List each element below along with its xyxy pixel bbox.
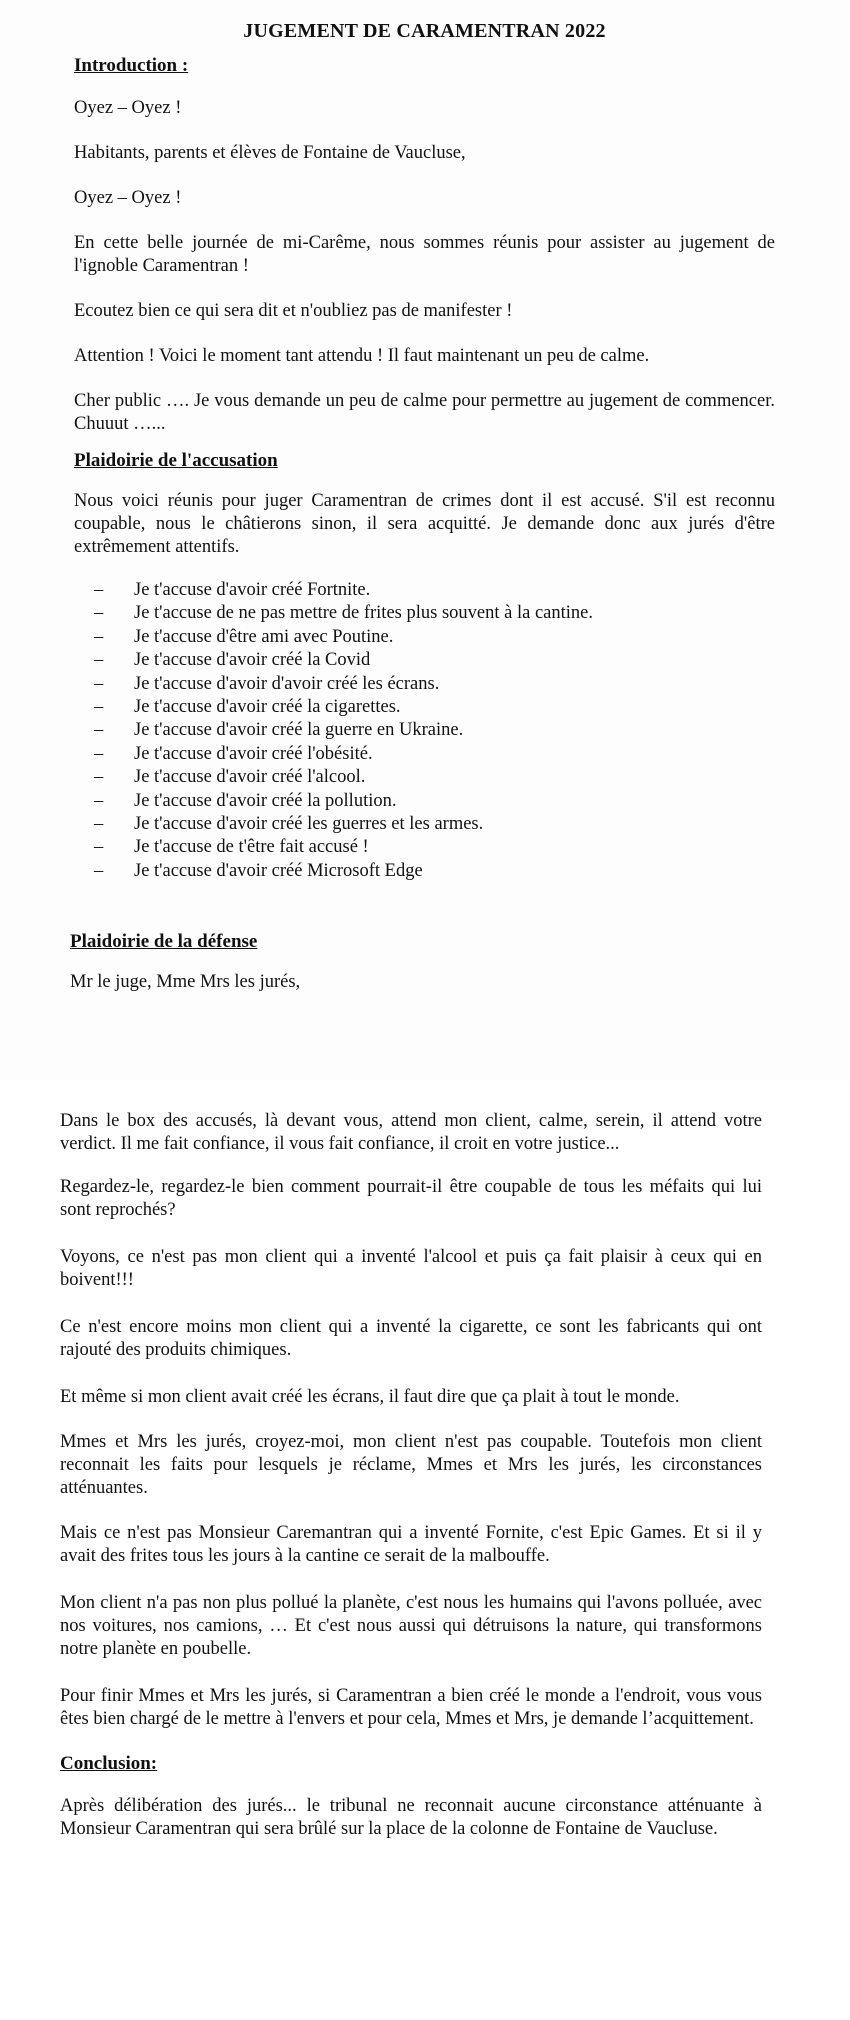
document-title: JUGEMENT DE CARAMENTRAN 2022	[243, 20, 606, 42]
dash-bullet: –	[94, 743, 104, 764]
intro-paragraph-3: Oyez – Oyez !	[74, 188, 182, 208]
list-item	[94, 790, 775, 813]
accusation-text: Je t'accuse d'avoir créé l'obésité.	[134, 743, 373, 764]
dash-bullet: –	[94, 603, 104, 624]
accusation-text: Je t'accuse d'avoir créé Microsoft Edge	[134, 860, 423, 881]
list-item	[94, 860, 775, 883]
dash-bullet: –	[94, 673, 104, 694]
conclusion-text: Après délibération des jurés... le tribunal ne reconnait aucune circonstance atténuante à Monsieur Caramentran qui sera brûlé sur la place de la colonne de Fontaine de Vaucluse.	[60, 1796, 762, 1839]
accusation-text: Je t'accuse d'avoir créé la cigarettes.	[134, 697, 401, 718]
defense-paragraph-4: Ce n'est encore moins mon client qui a inventé la cigarette, ce sont les fabricants qui ont rajouté des produits chimiques.	[60, 1317, 762, 1360]
document-page-2	[0, 1080, 850, 2020]
accusation-list	[74, 579, 775, 883]
dash-bullet: –	[94, 697, 104, 718]
intro-paragraph-2: Habitants, parents et élèves de Fontaine de Vaucluse,	[74, 143, 466, 163]
dash-bullet: –	[94, 580, 104, 600]
defense-paragraph-8: Mon client n'a pas non plus pollué la planète, c'est nous les humains qui l'avons polluée, avec nos voitures, nos camions, … Et c'est nous aussi qui détruisons la nature, qui transformons notre planète en poubelle.	[60, 1593, 762, 1659]
accusation-text: Je t'accuse de ne pas mettre de frites plus souvent à la cantine.	[134, 603, 593, 624]
accusation-text: Je t'accuse d'avoir créé Fortnite.	[134, 580, 371, 600]
defense-salutation: Mr le juge, Mme Mrs les jurés,	[70, 972, 301, 993]
list-item	[94, 743, 775, 766]
defense-paragraph-1: Dans le box des accusés, là devant vous, attend mon client, calme, serein, il attend votre verdict. Il me fait confiance, il vous fait confiance, il croit en votre justice...	[60, 1111, 762, 1154]
list-item	[94, 696, 775, 719]
dash-bullet: –	[94, 837, 104, 858]
list-item	[94, 719, 775, 742]
dash-bullet: –	[94, 790, 104, 811]
list-item	[94, 626, 775, 649]
dash-bullet: –	[94, 650, 104, 671]
defense-paragraph-7: Mais ce n'est pas Monsieur Caremantran qui a inventé Fornite, c'est Epic Games. Et si il y avait des frites tous les jours à la cantine ce serait de la malbouffe.	[60, 1523, 762, 1566]
dash-bullet: –	[94, 814, 104, 835]
list-item	[94, 649, 775, 672]
accusation-text: Je t'accuse d'avoir d'avoir créé les écrans.	[134, 673, 440, 694]
accusation-text: Je t'accuse d'avoir créé la pollution.	[134, 790, 397, 811]
dash-bullet: –	[94, 767, 104, 788]
list-item	[94, 579, 775, 602]
intro-paragraph-4: En cette belle journée de mi-Carême, nous sommes réunis pour assister au jugement de l'ignoble Caramentran !	[74, 233, 775, 276]
accusation-text: Je t'accuse d'avoir créé les guerres et les armes.	[134, 814, 484, 835]
intro-paragraph-7: Cher public …. Je vous demande un peu de calme pour permettre au jugement de commencer. Chuuut …...	[74, 391, 775, 434]
defense-paragraph-9: Pour finir Mmes et Mrs les jurés, si Caramentran a bien créé le monde a l'endroit, vous vous êtes bien chargé de le mettre à l'envers et pour cela, Mmes et Mrs, je demande l’acquittement.	[60, 1686, 762, 1729]
intro-paragraph-1: Oyez – Oyez !	[74, 98, 182, 118]
list-item	[94, 813, 775, 836]
conclusion-heading: Conclusion:	[60, 1753, 158, 1774]
list-item	[94, 836, 775, 859]
dash-bullet: –	[94, 860, 104, 881]
intro-paragraph-6: Attention ! Voici le moment tant attendu ! Il faut maintenant un peu de calme.	[74, 346, 650, 366]
accusation-heading: Plaidoirie de l'accusation	[74, 450, 278, 471]
defense-paragraph-3: Voyons, ce n'est pas mon client qui a inventé l'alcool et puis ça fait plaisir à ceux qui en boivent!!!	[60, 1247, 762, 1290]
dash-bullet: –	[94, 626, 104, 647]
list-item	[94, 766, 775, 789]
accusation-text: Je t'accuse de t'être fait accusé !	[134, 837, 369, 858]
defense-paragraph-5: Et même si mon client avait créé les écrans, il faut dire que ça plait à tout le monde.	[60, 1387, 680, 1407]
accusation-intro: Nous voici réunis pour juger Caramentran de crimes dont il est accusé. S'il est reconnu coupable, nous le châtierons sinon, il sera acquitté. Je demande donc aux jurés d'être extrêmement attentifs.	[74, 491, 775, 557]
list-item	[94, 602, 775, 625]
accusation-text: Je t'accuse d'avoir créé la guerre en Ukraine.	[134, 720, 464, 741]
defense-heading: Plaidoirie de la défense	[70, 931, 258, 953]
list-item	[94, 673, 775, 696]
introduction-heading: Introduction :	[74, 55, 189, 76]
accusation-text: Je t'accuse d'être ami avec Poutine.	[134, 626, 394, 647]
accusation-text: Je t'accuse d'avoir créé l'alcool.	[134, 767, 366, 788]
accusation-text: Je t'accuse d'avoir créé la Covid	[134, 650, 371, 671]
defense-paragraph-2: Regardez-le, regardez-le bien comment pourrait-il être coupable de tous les méfaits qui lui sont reprochés?	[60, 1177, 762, 1220]
intro-paragraph-5: Ecoutez bien ce qui sera dit et n'oubliez pas de manifester !	[74, 301, 513, 321]
defense-paragraph-6: Mmes et Mrs les jurés, croyez-moi, mon client n'est pas coupable. Toutefois mon client reconnait les faits pour lesquels je réclame, Mmes et Mrs les jurés, les circonstances atténuantes.	[60, 1432, 762, 1498]
dash-bullet: –	[94, 720, 104, 741]
